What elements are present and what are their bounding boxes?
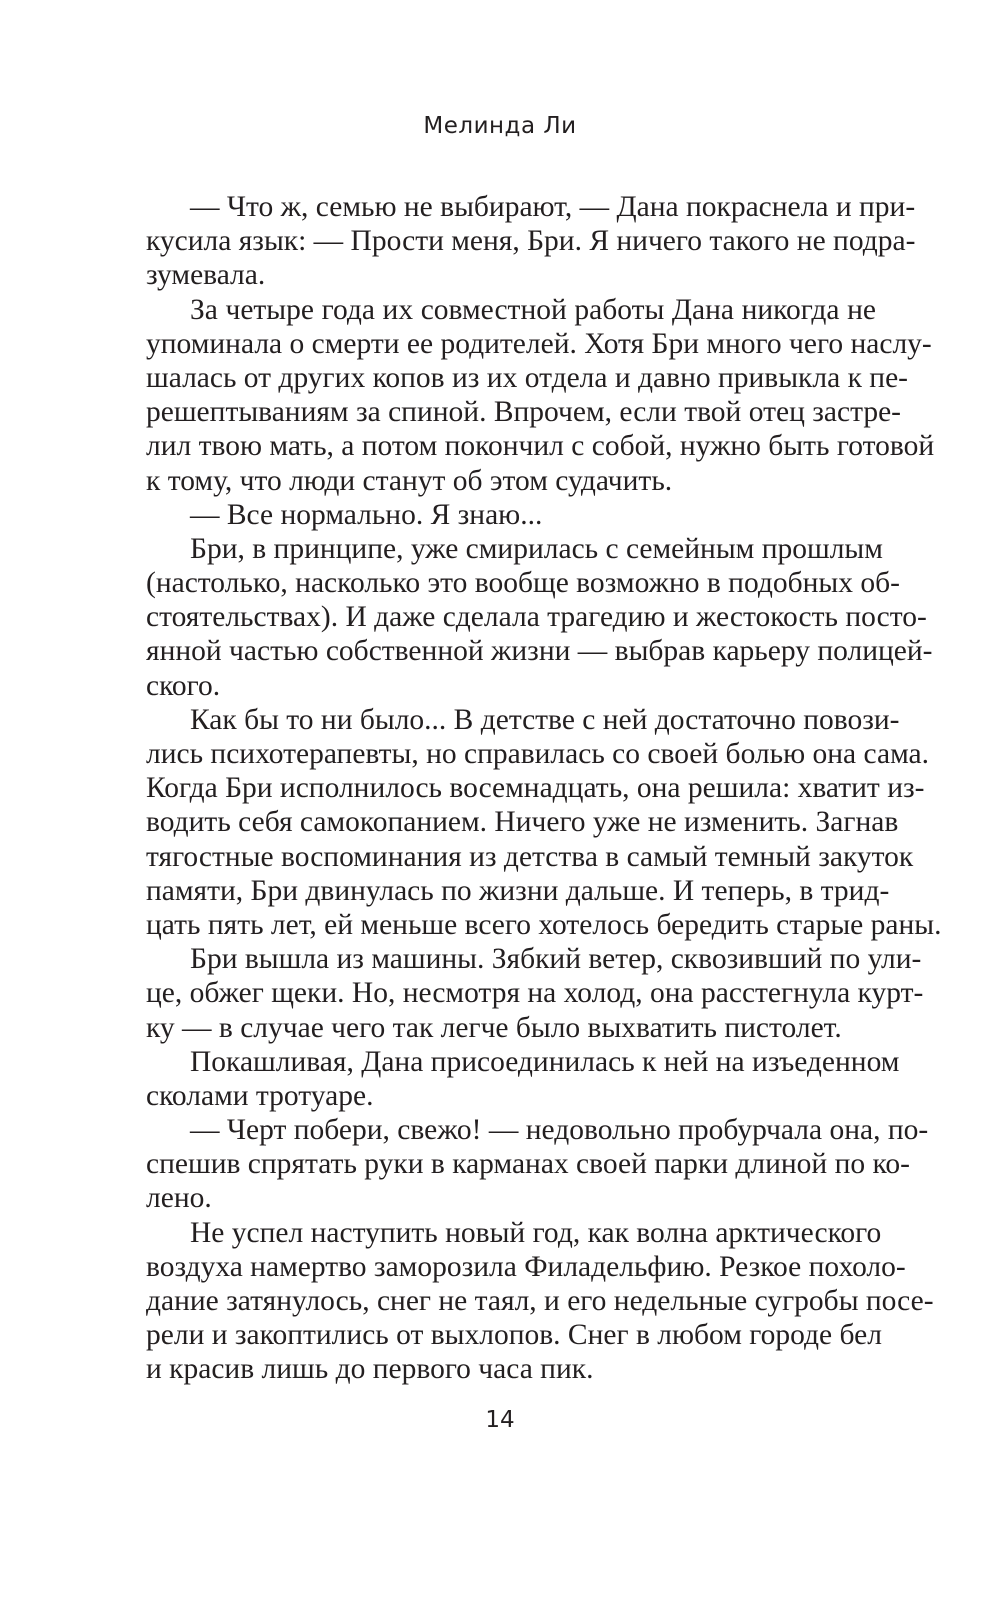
text-line: цать пять лет, ей меньше всего хотелось бередить старые раны. xyxy=(146,908,942,941)
text-line: памяти, Бри двинулась по жизни дальше. И теперь, в трид- xyxy=(146,874,890,907)
text-line: лено. xyxy=(146,1182,212,1215)
text-line: Не успел наступить новый год, как волна арктического xyxy=(190,1216,882,1249)
text-line: водить себя самокопанием. Ничего уже не изменить. Загнав xyxy=(146,806,899,839)
text-line: рели и закоптились от выхлопов. Снег в любом городе бел xyxy=(146,1319,882,1352)
text-line: стоятельствах). И даже сделала трагедию и жестокость посто- xyxy=(146,601,927,634)
text-line: Бри, в принципе, уже смирилась с семейным прошлым xyxy=(190,532,883,565)
text-line: дание затянулось, снег не таял, и его недельные сугробы посе- xyxy=(146,1285,934,1317)
text-line: Покашливая, Дана присоединилась к ней на изъеденном xyxy=(190,1045,900,1078)
text-line: ского. xyxy=(146,669,221,702)
text-line: и красив лишь до первого часа пик. xyxy=(146,1353,594,1386)
text-line: спешив спрятать руки в карманах своей парки длиной по ко- xyxy=(146,1148,910,1181)
text-line: к тому, что люди станут об этом судачить. xyxy=(146,464,673,497)
page-number: 14 xyxy=(485,1407,515,1433)
text-line: тягостные воспоминания из детства в самый темный закуток xyxy=(146,840,914,873)
text-line: Бри вышла из машины. Зябкий ветер, сквозивший по ули- xyxy=(190,943,922,976)
text-line: воздуха намертво заморозила Филадельфию. Резкое похоло- xyxy=(146,1250,906,1283)
text-line: — Что ж, семью не выбирают, — Дана покраснела и при- xyxy=(190,191,916,223)
body-text xyxy=(146,190,942,1387)
text-line: решептываниям за спиной. Впрочем, если твой отец застре- xyxy=(146,396,901,429)
text-line: Когда Бри исполнилось восемнадцать, она решила: хватит из- xyxy=(146,772,925,805)
text-line: лись психотерапевты, но справилась со своей болью она сама. xyxy=(146,738,930,770)
text-line: Как бы то ни было... В детстве с ней достаточно повози- xyxy=(190,703,900,736)
text-line: (настолько, насколько это вообще возможно в подобных об- xyxy=(146,567,900,600)
text-line: сколами тротуаре. xyxy=(146,1079,374,1112)
text-line: кусила язык: — Прости меня, Бри. Я ничего такого не подра- xyxy=(146,225,916,258)
text-line: За четыре года их совместной работы Дана никогда не xyxy=(190,293,876,326)
text-line: — Черт побери, свежо! — недовольно пробурчала она, по- xyxy=(190,1114,929,1147)
text-line: упоминала о смерти ее родителей. Хотя Бри много чего наслу- xyxy=(146,327,932,360)
running-header: Мелинда Ли xyxy=(423,113,577,139)
text-line: — Все нормально. Я знаю... xyxy=(190,498,543,531)
text-line: це, обжег щеки. Но, несмотря на холод, она расстегнула курт- xyxy=(146,977,924,1010)
text-line: ку — в случае чего так легче было выхватить пистолет. xyxy=(146,1011,842,1044)
text-line: лил твою мать, а потом покончил с собой, нужно быть готовой xyxy=(146,430,935,463)
text-line: зумевала. xyxy=(146,259,266,292)
text-line: шалась от других копов из их отдела и давно привыкла к пе- xyxy=(146,361,908,394)
text-line: янной частью собственной жизни — выбрав карьеру полицей- xyxy=(146,635,933,668)
